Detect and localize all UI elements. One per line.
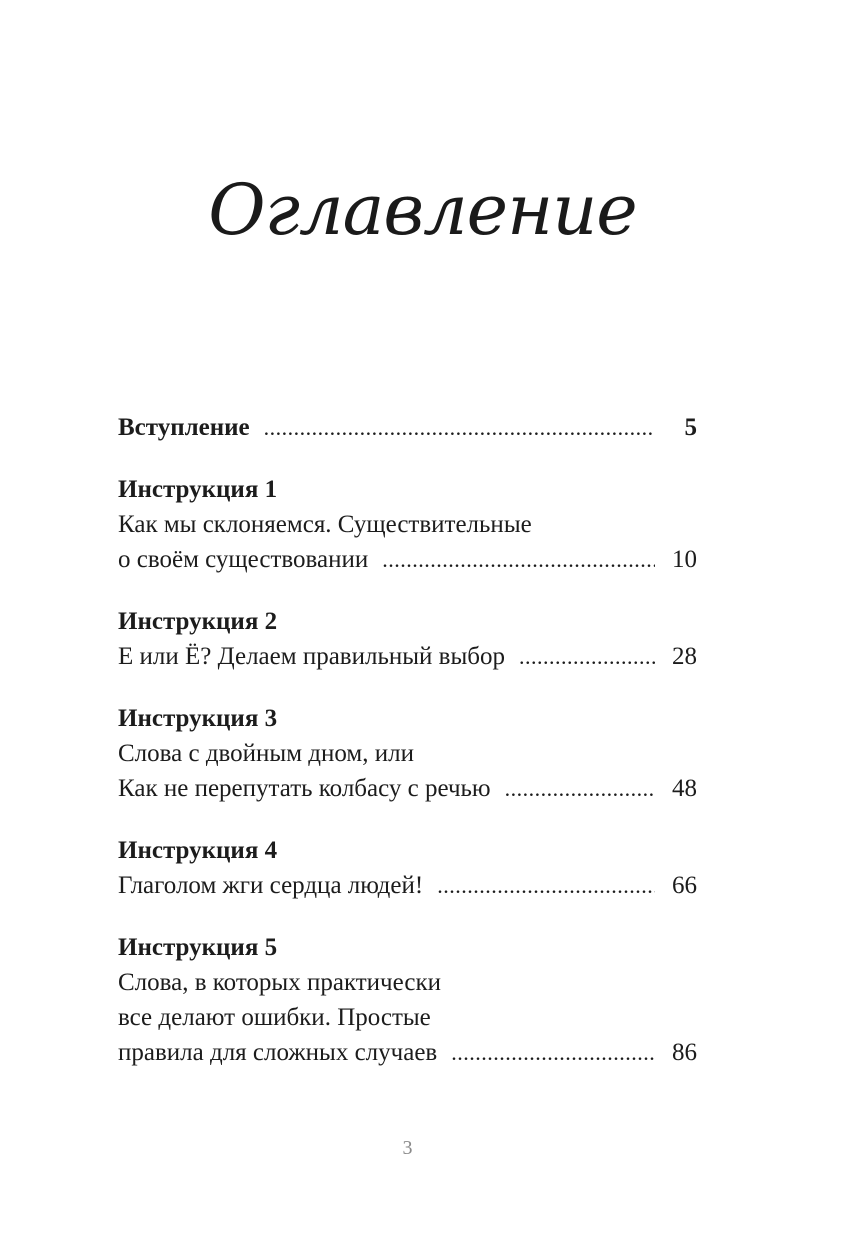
chapter-title-line: правила для сложных случаев xyxy=(118,1039,438,1066)
toc-entry-chapter-4 xyxy=(118,833,697,903)
toc-page-number: 28 xyxy=(672,643,697,670)
chapter-title-line: все делают ошибки. Простые xyxy=(118,1004,431,1031)
folio-page-number: 3 xyxy=(402,1137,413,1159)
chapter-title-line: Слова, в которых практически xyxy=(118,969,441,996)
page-title: Оглавление xyxy=(208,169,637,251)
chapter-title-line: Как мы склоняемся. Существительные xyxy=(118,511,532,538)
toc-page-number: 10 xyxy=(672,546,697,573)
chapter-heading: Инструкция 4 xyxy=(118,837,278,864)
dot-leader xyxy=(505,771,655,806)
chapter-heading: Инструкция 2 xyxy=(118,608,278,635)
dot-leader xyxy=(382,542,655,577)
toc-entry-intro xyxy=(118,410,697,445)
toc-page-number: 86 xyxy=(672,1039,697,1066)
toc-entry-label: Вступление xyxy=(118,414,250,441)
toc-entry-chapter-2 xyxy=(118,604,697,674)
toc-entry-chapter-5 xyxy=(118,930,697,1070)
chapter-title-line: о своём существовании xyxy=(118,546,369,573)
toc-entry-chapter-3 xyxy=(118,701,697,806)
toc-page-number: 5 xyxy=(684,414,697,441)
chapter-heading: Инструкция 3 xyxy=(118,705,278,732)
toc-row xyxy=(118,1035,697,1070)
toc-entry-chapter-1 xyxy=(118,472,697,577)
dot-leader xyxy=(451,1035,655,1070)
toc-row xyxy=(118,771,697,806)
toc-page-number: 48 xyxy=(672,775,697,802)
table-of-contents xyxy=(118,410,697,1097)
chapter-title-line: Как не перепутать колбасу с речью xyxy=(118,775,491,802)
chapter-title-line: Слова с двойным дном, или xyxy=(118,740,414,767)
toc-row xyxy=(118,639,697,674)
dot-leader xyxy=(519,639,655,674)
toc-row xyxy=(118,410,697,445)
dot-leader xyxy=(264,410,655,445)
toc-row xyxy=(118,542,697,577)
chapter-heading: Инструкция 1 xyxy=(118,476,278,503)
dot-leader xyxy=(437,868,655,903)
toc-row xyxy=(118,868,697,903)
chapter-title-line: Е или Ё? Делаем правильный выбор xyxy=(118,643,505,670)
toc-page-number: 66 xyxy=(672,872,697,899)
chapter-heading: Инструкция 5 xyxy=(118,934,278,961)
chapter-title-line: Глаголом жги сердца людей! xyxy=(118,872,424,899)
